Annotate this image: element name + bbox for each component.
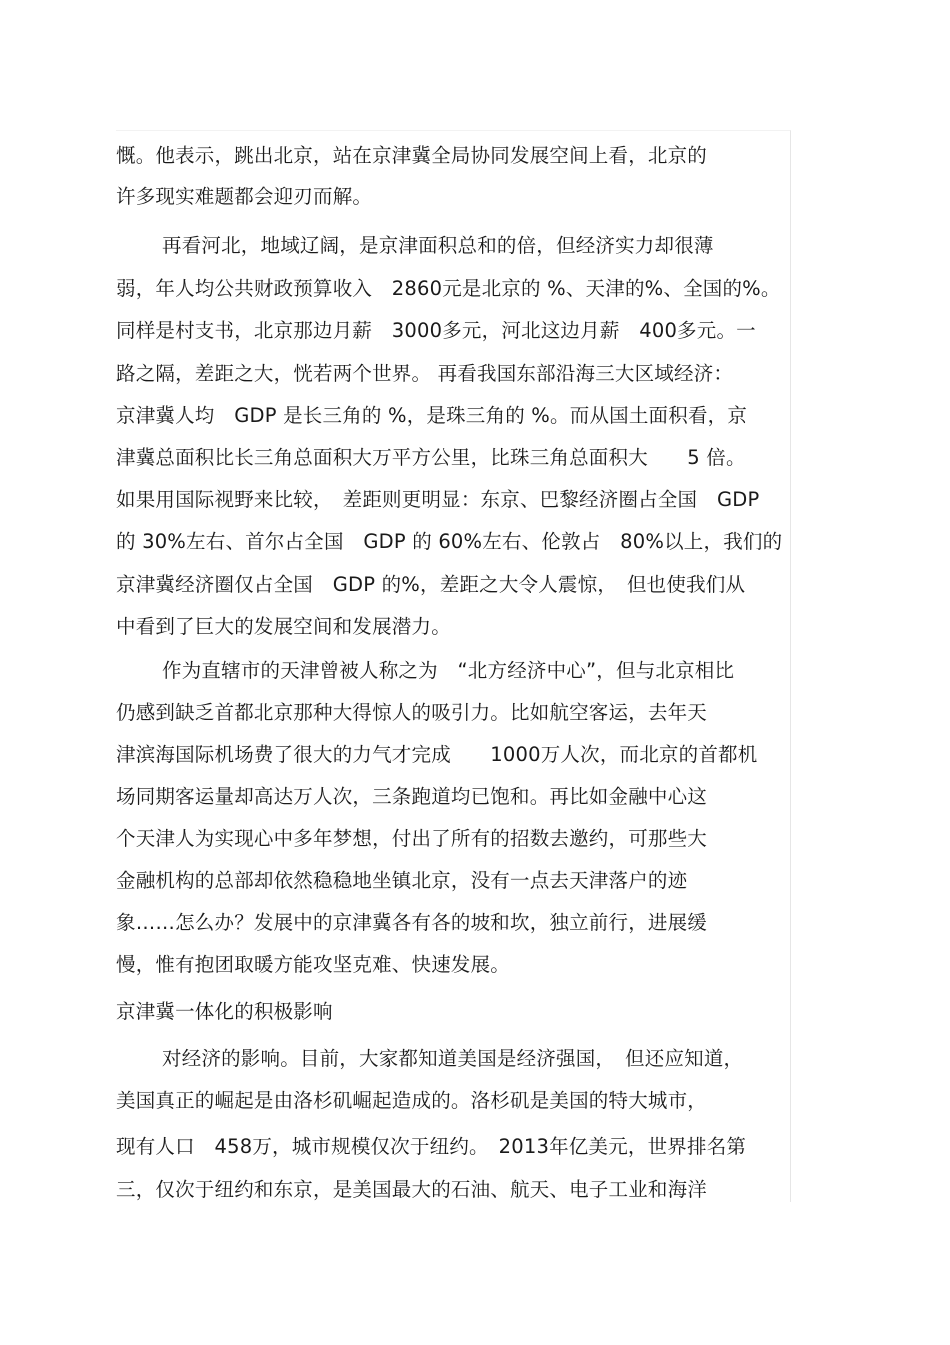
text-line: 三，仅次于纽约和东京，是美国最大的石油、航天、电子工业和海洋 <box>116 1178 708 1201</box>
text-line: 仍感到缺乏首都北京那种大得惊人的吸引力。比如航空客运，去年天 <box>116 701 708 724</box>
text-line: 美国真正的崛起是由洛杉矶崛起造成的。洛杉矶是美国的特大城市， <box>116 1089 708 1112</box>
text-line: 弱，年人均公共财政预算收入 2860元是北京的 %、天津的%、全国的%。 <box>116 277 781 300</box>
text-line: 津冀总面积比长三角总面积大万平方公里，比珠三角总面积大 5 倍。 <box>116 446 746 469</box>
text-line: 路之隔，差距之大，恍若两个世界。 再看我国东部沿海三大区域经济： <box>116 362 734 385</box>
text-line: 京津冀人均 GDP 是长三角的 %，是珠三角的 %。而从国土面积看，京 <box>116 404 748 427</box>
text-line: 现有人口 458万，城市规模仅次于纽约。 2013年亿美元，世界排名第 <box>116 1135 747 1158</box>
text-line: 金融机构的总部却依然稳稳地坐镇北京，没有一点去天津落户的迹 <box>116 869 688 892</box>
text-line: 津滨海国际机场费了很大的力气才完成 1000万人次，而北京的首都机 <box>116 743 758 766</box>
text-line: 个天津人为实现心中多年梦想，付出了所有的招数去邀约，可那些大 <box>116 827 708 850</box>
section-heading: 京津冀一体化的积极影响 <box>116 1000 333 1023</box>
text-line: 慨。他表示，跳出北京，站在京津冀全局协同发展空间上看，北京的 <box>116 144 708 167</box>
text-line: 的 30%左右、首尔占全国 GDP 的 60%左右、伦敦占 80%以上，我们的 <box>116 530 783 553</box>
text-line: 中看到了巨大的发展空间和发展潜力。 <box>116 615 451 638</box>
paragraph-start-line: 对经济的影响。目前，大家都知道美国是经济强国， 但还应知道， <box>162 1047 744 1070</box>
text-line: 如果用国际视野来比较， 差距则更明显：东京、巴黎经济圈占全国 GDP <box>116 488 760 511</box>
text-line: 慢，惟有抱团取暖方能攻坚克难、快速发展。 <box>116 953 511 976</box>
text-line: 同样是村支书，北京那边月薪 3000多元，河北这边月薪 400多元。一 <box>116 319 756 342</box>
text-line: 场同期客运量却高达万人次，三条跑道均已饱和。再比如金融中心这 <box>116 785 708 808</box>
paragraph-start-line: 作为直辖市的天津曾被人称之为 “北方经济中心”，但与北京相比 <box>162 659 735 682</box>
text-line: 象……怎么办？发展中的京津冀各有各的坡和坎，独立前行，进展缓 <box>116 911 708 934</box>
document-body <box>116 130 791 1202</box>
paragraph-start-line: 再看河北，地域辽阔，是京津面积总和的倍，但经济实力却很薄 <box>162 234 714 257</box>
text-line: 许多现实难题都会迎刃而解。 <box>116 185 373 208</box>
text-line: 京津冀经济圈仅占全国 GDP 的%，差距之大令人震惊， 但也使我们从 <box>116 573 746 596</box>
